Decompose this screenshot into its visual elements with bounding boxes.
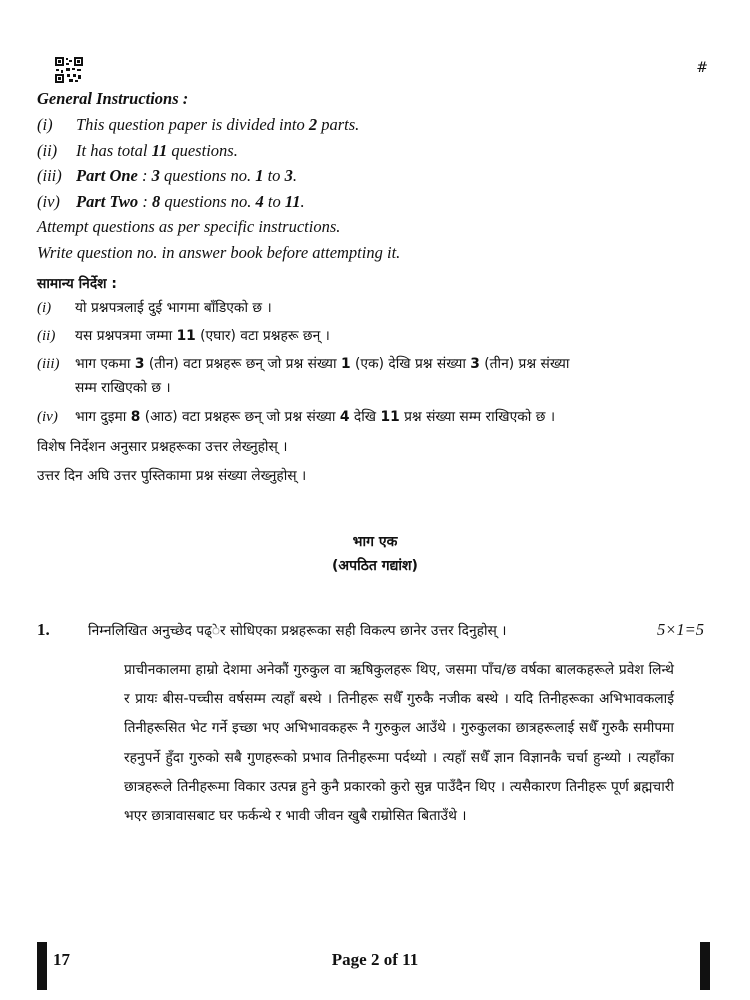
- paper-code: 17: [53, 950, 70, 969]
- nepali-instruction-item: (iii) भाग एकमा 3 (तीन) वटा प्रश्नहरू छन् जो प्रश्न संख्या 1 (एक) देखि प्रश्न संख्या 3 (तीन) प्रश्न संख्या: [37, 356, 570, 372]
- question-marks: 5×1=5: [656, 620, 704, 639]
- nepali-instructions-title: सामान्य निर्देश :: [37, 276, 117, 292]
- nepali-instruction-line: विशेष निर्देशन अनुसार प्रश्नहरूका उत्तर लेख्नुहोस् ।: [37, 439, 288, 455]
- section-subtitle: (अपठित गद्यांश): [332, 558, 418, 574]
- footer-bar-right: [700, 942, 710, 990]
- instruction-line: Write question no. in answer book before attempting it.: [37, 242, 401, 262]
- question-number: 1.: [37, 620, 50, 639]
- section-title: भाग एक: [352, 534, 398, 550]
- nepali-instruction-item: (iv) भाग दुइमा 8 (आठ) वटा प्रश्नहरू छन् जो प्रश्न संख्या 4 देखि 11 प्रश्न संख्या सम्म राखिएको छ ।: [37, 409, 556, 425]
- nepali-instruction-continuation: सम्म राखिएको छ ।: [75, 380, 171, 396]
- qr-code-icon: [55, 57, 83, 83]
- instruction-item: (iv) Part Two : 8 questions no. 4 to 11.: [37, 191, 305, 211]
- general-instructions-title: General Instructions :: [37, 89, 189, 108]
- instruction-line: Attempt questions as per specific instructions.: [37, 217, 341, 236]
- passage-paragraph: प्राचीनकालमा हाम्रो देशमा अनेकौं गुरुकुल वा ऋषिकुलहरू थिए, जसमा पाँच/छ वर्षका बालकहरूले प्रवेश लिन्थे र प्रायः बीस-पच्चीस वर्षसम्म त्यहाँ बस्थे । तिनीहरू सधैँ गुरुकै नजीक बस्थे । यदि तिनीहरूका अभिभावकलाई तिनीहरूसित भेट गर्ने इच्छा भए अभिभावकहरू नै गुरुकुल आउँथे । गुरुकुलका छात्रहरूलाई सधैँ गुरुकै समीपमा रहनुपर्ने हुँदा गुरुको सबै गुणहरूको प्रभाव तिनीहरूमा पर्दथ्यो । त्यहाँ सधैँ ज्ञान विज्ञानकै चर्चा हुन्थ्यो । त्यहाँका छात्रहरूले तिनीहरूमा विकार उत्पन्न हुने कुनै प्रकारको कुरो सुन्न पाउँदैन थिए । त्यसैकारण तिनीहरू पूर्ण ब्रह्मचारी भएर छात्रावासबाट घर फर्कन्थे र भावी जीवन खुबै राम्रोसित बिताउँथे ।: [124, 662, 674, 825]
- instruction-item: (iii) Part One : 3 questions no. 1 to 3.: [37, 166, 297, 185]
- page-marker: #: [696, 60, 708, 76]
- question-text: निम्नलिखित अनुच्छेद पढ्ेर सोधिएका प्रश्नहरूका सही विकल्प छानेर उत्तर दिनुहोस् ।: [88, 623, 507, 639]
- nepali-instruction-item: (ii) यस प्रश्नपत्रमा जम्मा 11 (एघार) वटा प्रश्नहरू छन् ।: [37, 328, 330, 344]
- nepali-instruction-item: (i) यो प्रश्नपत्रलाई दुई भागमा बाँडिएको छ ।: [37, 300, 272, 316]
- page-number: Page 2 of 11: [331, 950, 419, 969]
- instruction-item: (i) This question paper is divided into 2 parts.: [37, 115, 360, 134]
- instruction-item: (ii) It has total 11 questions.: [37, 140, 238, 160]
- nepali-instruction-line: उत्तर दिन अघि उत्तर पुस्तिकामा प्रश्न संख्या लेख्नुहोस् ।: [37, 468, 307, 484]
